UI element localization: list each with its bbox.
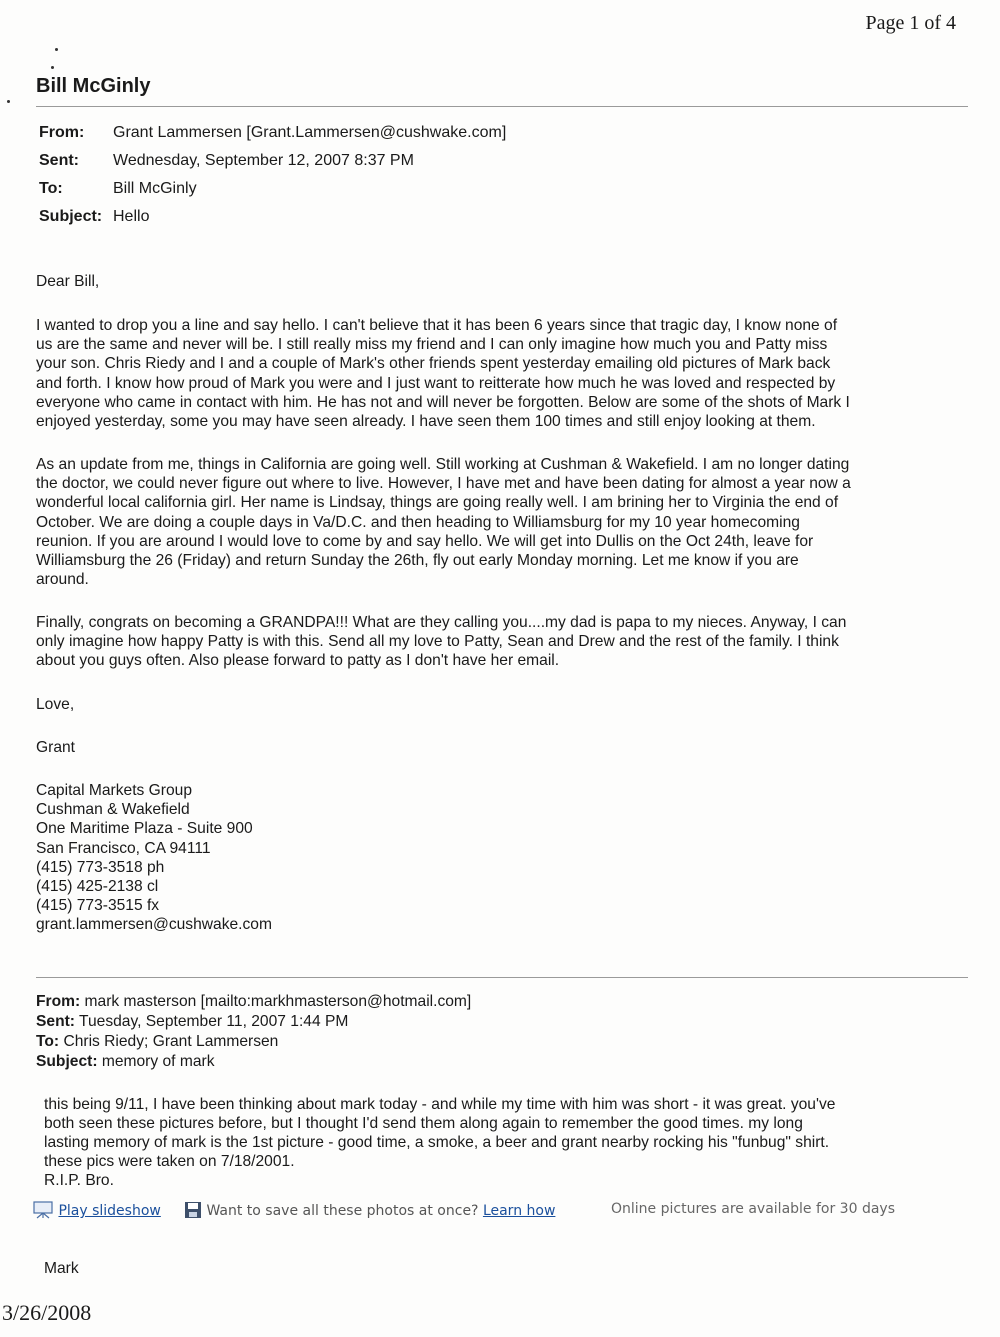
subject-row (39, 207, 149, 227)
from-label: From: (39, 124, 85, 141)
fwd-from-row (36, 992, 471, 1012)
floppy-disk-icon (184, 1201, 202, 1219)
from-value: Grant Lammersen [Grant.Lammersen@cushwake.com] (113, 124, 507, 141)
to-row (39, 179, 197, 199)
availability-note: Online pictures are available for 30 days (611, 1201, 895, 1217)
forward-signoff: Mark (44, 1260, 79, 1277)
fwd-to-value: Chris Riedy; Grant Lammersen (63, 1033, 279, 1050)
forwarded-body: this being 9/11, I have been thinking about mark today - and while my time with him was short - it was great. you've both seen these pictures before, but I thought I'd send them along again to remember the good times. my long lasting memory of mark is the 1st picture - good time, a smoke, a beer and grant nearby rocking his "funbug" shirt. these pics were taken on 7/18/2001. R.I.P. Bro. (44, 1096, 836, 1189)
forward-divider (36, 977, 968, 978)
photo-toolbar (32, 1201, 932, 1223)
fwd-from-label: From: (36, 993, 81, 1010)
mailbox-owner-name: Bill McGinly (36, 75, 151, 97)
fwd-from-value: mark masterson [mailto:markhmasterson@hotmail.com] (84, 993, 472, 1010)
play-slideshow-link[interactable]: Play slideshow (58, 1203, 161, 1219)
to-label: To: (39, 180, 63, 197)
learn-how-link[interactable]: Learn how (482, 1203, 556, 1219)
scan-speck (51, 66, 54, 69)
closing: Love, (36, 696, 75, 713)
fwd-sent-label: Sent: (36, 1013, 75, 1030)
sent-label: Sent: (39, 152, 79, 169)
from-row (39, 123, 506, 143)
scan-speck (55, 48, 58, 51)
body-paragraph-1: I wanted to drop you a line and say hello. I can't believe that it has been 6 years since that tragic day, I know none of us are the same and never will be. I still really miss my friend and I can only imagine how much you and Patty miss your son. Chris Riedy and I and a couple of Mark's other friends spent yesterday emailing old pictures of Mark back and forth. I know how proud of Mark you were and I just want to reitterate how much he was loved and respected by everyone who came in contact with him. He has not and will never be forgotten. Below are some of the shots of Mark I enjoyed yesterday, some you may have seen already. I have seen them 100 times and still enjoy looking at them. (36, 317, 850, 431)
save-photos-prompt (184, 1201, 555, 1219)
save-photos-text: Want to save all these photos at once? (206, 1203, 479, 1219)
fwd-subject-value: memory of mark (101, 1053, 215, 1070)
subject-value: Hello (113, 208, 150, 225)
fwd-to-row (36, 1032, 278, 1052)
body-paragraph-3: Finally, congrats on becoming a GRANDPA!!! What are they calling you....my dad is papa to my nieces. Anyway, I can only imagine how happy Patty is with this. Send all my love to Patty, Sean and Drew and the rest of the family. I think about you guys often. Also please forward to patty as I don't have her email. (36, 614, 847, 670)
to-value: Bill McGinly (113, 180, 197, 197)
print-date: 3/26/2008 (2, 1300, 92, 1325)
scan-speck (7, 100, 10, 103)
fwd-sent-row (36, 1012, 348, 1032)
body-paragraph-2: As an update from me, things in California are going well. Still working at Cushman & Wakefield. I am no longer dating the doctor, we could never figure out where to live. However, I have met and have been dating for almost a year now a wonderful local california girl. Her name is Lindsay, things are going really well. I am brining her to Virginia the end of October. We are doing a couple days in Va/D.C. and then heading to Williamsburg for my 10 year homecoming reunion. If you are around I would love to come by and say hello. We will get into Dullis on the Oct 24th, leave for Williamsburg the 26 (Friday) and return Sunday the 26th, fly out early Monday morning. Let me know if you are around. (36, 456, 851, 589)
page-number: Page 1 of 4 (865, 12, 956, 34)
fwd-subject-label: Subject: (36, 1053, 98, 1070)
subject-label: Subject: (39, 208, 103, 225)
fwd-to-label: To: (36, 1033, 60, 1050)
fwd-subject-row (36, 1052, 215, 1072)
signature-block: Capital Markets Group Cushman & Wakefield One Maritime Plaza - Suite 900 San Francisco, CA 94111 (415) 773-3518 ph (415) 425-2138 cl (415) 773-3515 fx grant.lammersen@cushwake.com (36, 782, 272, 934)
greeting: Dear Bill, (36, 273, 100, 290)
sent-row (39, 151, 414, 171)
slideshow-icon (32, 1201, 54, 1219)
fwd-sent-value: Tuesday, September 11, 2007 1:44 PM (79, 1013, 349, 1030)
header-divider (36, 106, 968, 107)
signature-name: Grant (36, 739, 75, 756)
sent-value: Wednesday, September 12, 2007 8:37 PM (113, 152, 414, 169)
play-slideshow-button[interactable] (32, 1201, 161, 1219)
